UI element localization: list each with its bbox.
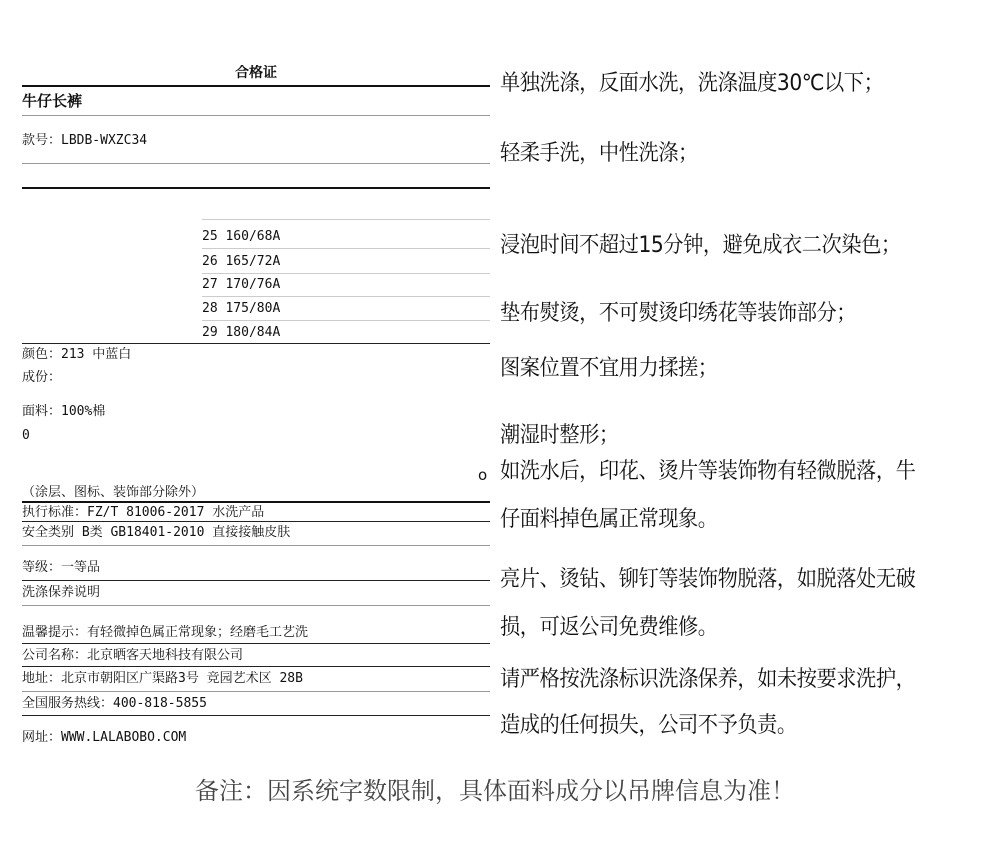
divider	[22, 643, 490, 644]
exclusion-note: （涂层、图标、装饰部分除外）	[22, 485, 205, 500]
divider	[202, 296, 490, 297]
instruction-line: 垫布熨烫，不可熨烫印绣花等装饰部分；	[500, 301, 857, 326]
grade-info: 等级：一等品	[22, 560, 101, 575]
divider	[202, 248, 490, 249]
instruction-line: 浸泡时间不超过15分钟，避免成衣二次染色；	[500, 233, 901, 258]
divider	[22, 715, 490, 716]
care-title: 洗涤保养说明	[22, 585, 101, 600]
size-value: 26 165/72A	[202, 254, 281, 269]
divider	[22, 343, 490, 344]
instruction-line: 轻柔手洗，中性洗涤；	[500, 141, 698, 166]
divider	[22, 521, 490, 522]
label-title: 合格证	[235, 65, 277, 81]
color-info: 颜色：213 中蓝白	[22, 347, 132, 362]
style-number: 款号：LBDB-WXZC34	[22, 133, 148, 148]
instruction-line: 如洗水后，印花、烫片等装饰物有轻微脱落，牛	[500, 459, 916, 484]
fabric-extra: 0	[22, 428, 30, 443]
safety-info: 安全类别 B类 GB18401-2010 直接接触皮肤	[22, 525, 291, 540]
instruction-line: 单独洗涤，反面水洗，洗涤温度30℃以下；	[500, 71, 884, 96]
instruction-line: 请严格按洗涤标识洗涤保养，如未按要求洗护，	[500, 667, 916, 692]
fabric-info: 面料：100%棉	[22, 404, 106, 419]
website-info: 网址：WWW.LALABOBO.COM	[22, 730, 187, 745]
instruction-line: 造成的任何损失，公司不予负责。	[500, 713, 797, 738]
divider	[22, 545, 490, 546]
divider	[22, 187, 490, 189]
divider	[22, 691, 490, 692]
care-label	[22, 55, 490, 755]
footer-note: 备注：因系统字数限制，具体面料成分以吊牌信息为准！	[195, 777, 795, 805]
hotline-info: 全国服务热线：400-818-5855	[22, 696, 207, 711]
divider	[202, 320, 490, 321]
company-info: 公司名称：北京晒客天地科技有限公司	[22, 648, 244, 663]
divider	[22, 501, 490, 503]
instruction-line: 亮片、烫钻、铆钉等装饰物脱落，如脱落处无破	[500, 567, 916, 592]
stray-mark: o	[478, 466, 488, 484]
standard-info: 执行标准：FZ/T 81006-2017 水洗产品	[22, 505, 265, 520]
divider	[22, 85, 490, 87]
instruction-line: 仔面料掉色属正常现象。	[500, 507, 718, 532]
instruction-line: 图案位置不宜用力揉搓；	[500, 356, 718, 381]
instruction-line: 损，可返公司免费维修。	[500, 615, 718, 640]
size-value: 25 160/68A	[202, 229, 281, 244]
divider	[22, 605, 490, 606]
divider	[22, 115, 490, 116]
size-value: 27 170/76A	[202, 277, 281, 292]
divider	[22, 666, 490, 667]
size-value: 28 175/80A	[202, 301, 281, 316]
instruction-line: 潮湿时整形；	[500, 423, 619, 448]
divider	[22, 580, 490, 581]
tip-info: 温馨提示：有轻微掉色属正常现象；经磨毛工艺洗	[22, 625, 309, 640]
product-name: 牛仔长裤	[22, 93, 83, 109]
divider	[202, 273, 490, 274]
address-info: 地址：北京市朝阳区广渠路3号 竞园艺术区 28B	[22, 671, 303, 686]
divider	[202, 219, 490, 220]
size-value: 29 180/84A	[202, 325, 281, 340]
care-instructions	[500, 60, 960, 750]
divider	[22, 163, 490, 164]
composition-label: 成份：	[22, 370, 62, 385]
